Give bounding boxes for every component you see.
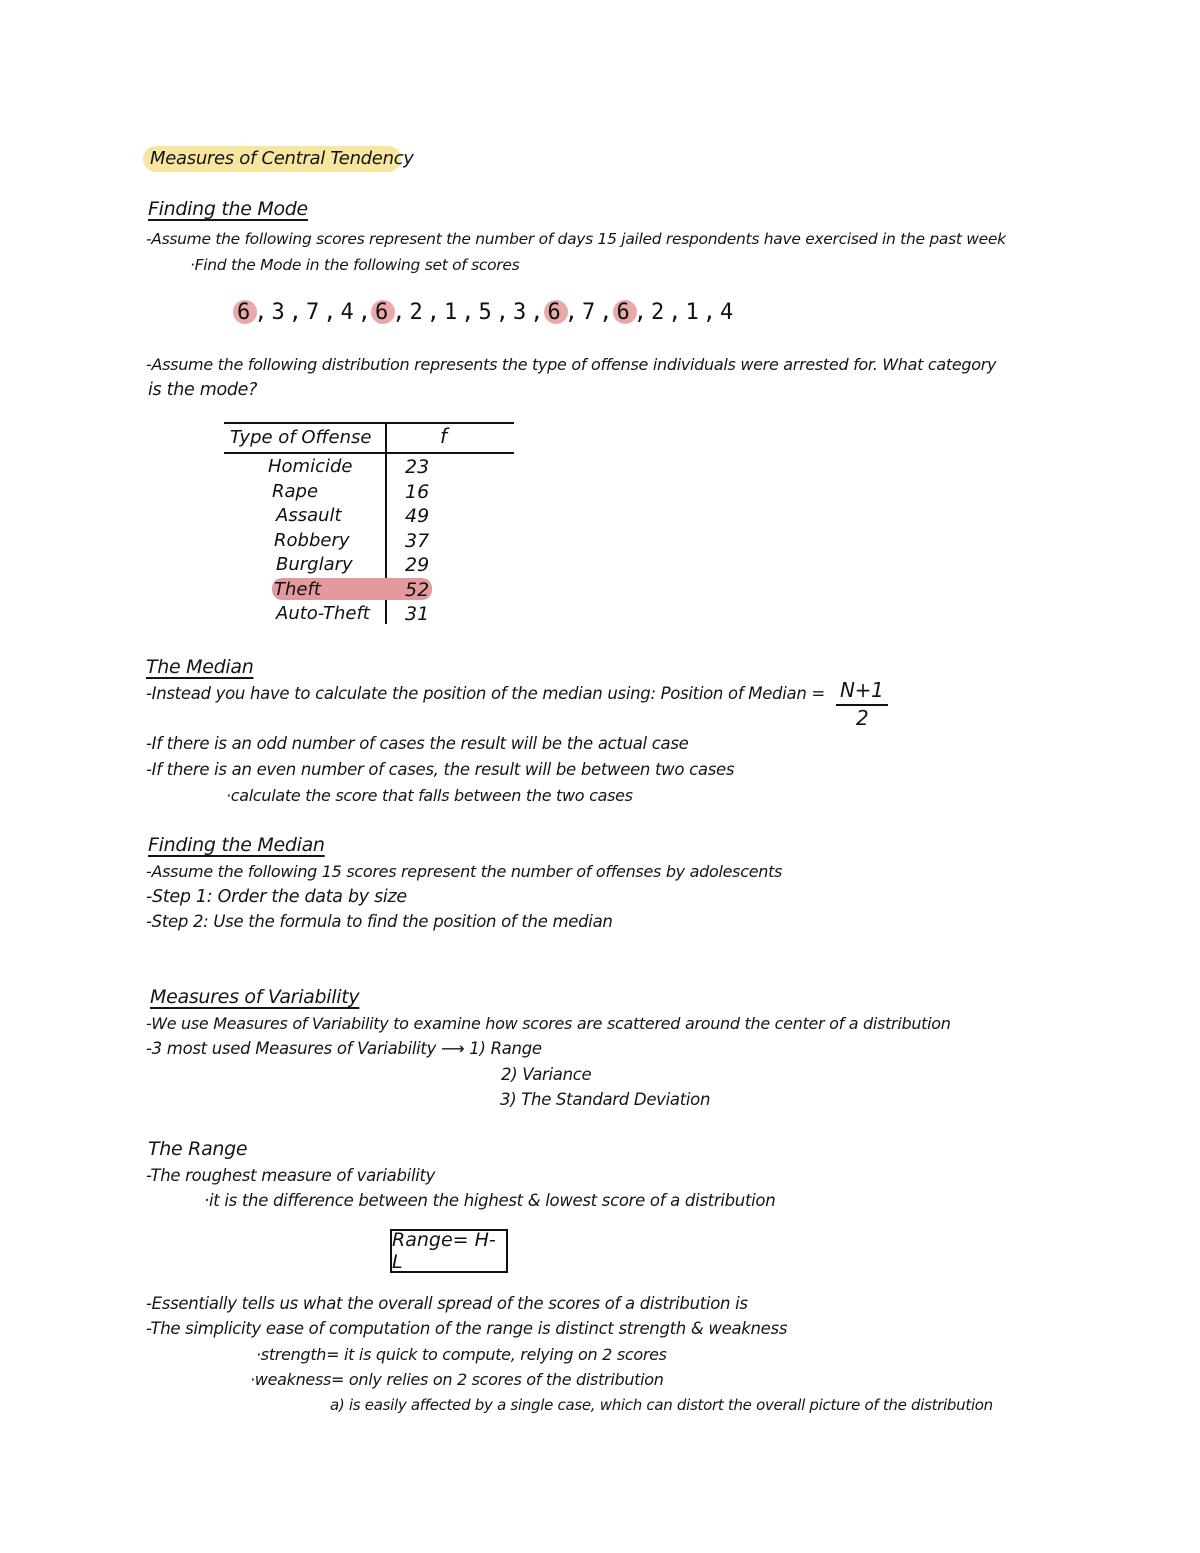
score-separator: , [702, 299, 716, 325]
offense-frequency-cell: 37 [405, 529, 430, 552]
score-separator: , [254, 299, 268, 325]
score-value: 2 [651, 299, 665, 325]
score-value: 6 [616, 299, 630, 325]
variability-line-2: -3 most used Measures of Variability ⟶ 1) Range [146, 1039, 542, 1058]
range-line-3: -Essentially tells us what the overall spread of the scores of a distribution is [146, 1294, 748, 1313]
offense-frequency-cell: 29 [405, 554, 430, 576]
finding-median-line-2: -Step 1: Order the data by size [146, 887, 407, 907]
table-header-f: f [440, 424, 448, 448]
mode-line-4: is the mode? [148, 380, 258, 400]
offense-type-cell: Auto-Theft [276, 603, 370, 624]
offense-type-cell: Assault [276, 505, 342, 526]
formula-denominator: 2 [856, 706, 869, 730]
range-line-6: ·weakness= only relies on 2 scores of the distribution [250, 1370, 664, 1389]
score-value: 7 [582, 299, 596, 325]
median-line-1: -Instead you have to calculate the position of the median using: Position of Median = [146, 684, 825, 703]
offense-frequency-cell: 16 [405, 480, 430, 503]
range-line-2: ·it is the difference between the highest & lowest score of a distribution [204, 1191, 776, 1210]
mode-line-1: -Assume the following scores represent the number of days 15 jailed respondents have exercised in the past week [146, 230, 1006, 248]
score-separator: , [288, 299, 302, 325]
range-line-4: -The simplicity ease of computation of the range is distinct strength & weakness [146, 1319, 788, 1338]
score-value: 4 [720, 299, 734, 325]
range-heading: The Range [148, 1138, 248, 1160]
median-line-2: -If there is an odd number of cases the result will be the actual case [146, 734, 689, 753]
score-value: 6 [547, 299, 561, 325]
score-value: 2 [409, 299, 423, 325]
median-heading: The Median [146, 656, 254, 678]
mode-line-2: ·Find the Mode in the following set of scores [190, 256, 520, 274]
score-value: 7 [306, 299, 320, 325]
mode-line-3: -Assume the following distribution represents the type of offense individuals were arrested for. What category [146, 355, 997, 374]
page-title: Measures of Central Tendency [150, 148, 414, 169]
offense-type-cell: Robbery [274, 529, 350, 551]
finding-median-line-1: -Assume the following 15 scores represent the number of offenses by adolescents [146, 862, 783, 881]
offense-frequency-cell: 49 [405, 505, 430, 527]
variability-item-3: 3) The Standard Deviation [500, 1090, 711, 1109]
score-separator: , [426, 299, 440, 325]
score-separator: , [564, 299, 578, 325]
table-header-rule [224, 452, 514, 454]
score-value: 6 [237, 299, 251, 325]
formula-numerator: N+1 [840, 678, 884, 702]
score-separator: , [323, 299, 337, 325]
score-separator: , [495, 299, 509, 325]
score-separator: , [357, 299, 371, 325]
variability-heading: Measures of Variability [150, 986, 360, 1008]
score-separator: , [668, 299, 682, 325]
score-value: 1 [444, 299, 458, 325]
median-line-4: ·calculate the score that falls between the two cases [226, 786, 633, 805]
score-separator: , [530, 299, 544, 325]
mode-heading: Finding the Mode [148, 198, 308, 220]
range-line-1: -The roughest measure of variability [146, 1166, 436, 1185]
finding-median-line-3: -Step 2: Use the formula to find the position of the median [146, 912, 613, 931]
offense-frequency-cell: 31 [405, 603, 430, 625]
offense-type-cell: Burglary [276, 554, 353, 575]
offense-type-cell: Homicide [268, 456, 353, 477]
score-value: 5 [478, 299, 492, 325]
score-separator: , [599, 299, 613, 325]
offense-frequency-cell: 52 [405, 578, 430, 601]
range-formula-box: Range= H-L [390, 1229, 508, 1273]
range-line-7: a) is easily affected by a single case, which can distort the overall picture of the distribution [330, 1396, 993, 1414]
table-header-type: Type of Offense [230, 427, 372, 448]
score-separator: , [461, 299, 475, 325]
score-list [236, 299, 734, 325]
variability-line-1: -We use Measures of Variability to examine how scores are scattered around the center of a distribution [146, 1014, 951, 1033]
score-value: 6 [375, 299, 389, 325]
finding-median-heading: Finding the Median [148, 834, 325, 856]
score-value: 3 [513, 299, 527, 325]
range-line-5: ·strength= it is quick to compute, relying on 2 scores [256, 1345, 667, 1364]
score-separator: , [633, 299, 647, 325]
score-value: 1 [685, 299, 699, 325]
score-separator: , [392, 299, 406, 325]
offense-type-cell: Rape [272, 480, 319, 502]
median-line-3: -If there is an even number of cases, the result will be between two cases [146, 760, 735, 779]
variability-item-2: 2) Variance [501, 1065, 592, 1084]
score-value: 4 [340, 299, 354, 325]
offense-frequency-cell: 23 [405, 456, 430, 478]
score-value: 3 [271, 299, 285, 325]
offense-type-cell: Theft [274, 578, 321, 600]
table-top-rule [224, 422, 514, 424]
